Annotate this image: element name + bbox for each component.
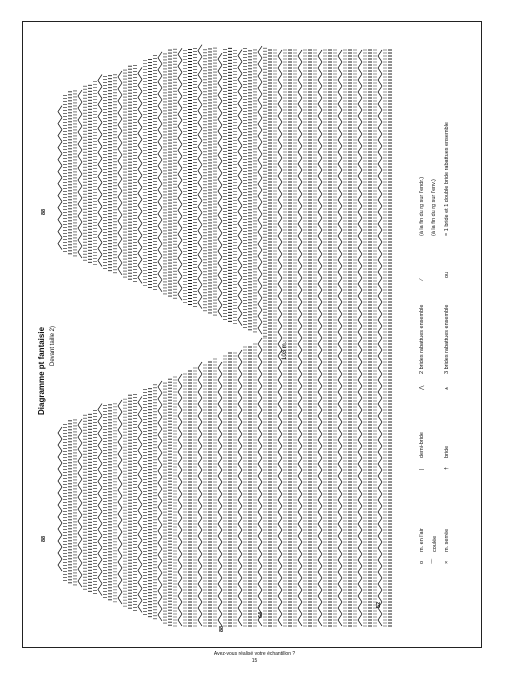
footer-page-number: 15 <box>251 658 258 664</box>
legend-label-end-right: (à la fin du rg sur l'endr.) <box>419 176 425 236</box>
rotated-content <box>22 21 482 648</box>
legend-label-dc-tr-tog: = 1 bride et 1 double bride rabattues ensemble <box>444 122 450 236</box>
legend-symbol-dc3tog: ⩚ <box>444 386 450 390</box>
diagram-subtitle: Devant taille 2) <box>50 325 56 366</box>
legend-label-end-wrong: (à la fin du rg sur l'env.) <box>431 179 437 236</box>
row-label-64: 64 <box>258 611 264 618</box>
legend-label-sc: m. serrée <box>444 528 450 552</box>
legend-word-or: ou <box>444 271 450 278</box>
legend-label-dc2tog: 2 brides rabattues ensemble <box>419 304 425 374</box>
legend-symbol-sc: × <box>444 560 450 564</box>
legend-label-dc: bride <box>444 445 450 458</box>
legend-symbol-end-right: ⁄ <box>419 279 425 280</box>
row-label-top-right: 88 <box>41 208 47 215</box>
legend-label-hdc: demi-bride <box>419 432 425 458</box>
crochet-chart <box>22 21 482 648</box>
legend-symbol-slip: ⌒ <box>432 558 438 564</box>
row-label-top-left: 88 <box>41 535 47 542</box>
legend-label-dc3tog: 3 brides rabattues ensemble <box>444 304 450 374</box>
legend-symbol-dc2tog: ⋀ <box>419 385 425 390</box>
footer-question: Avez-vous réalisé votre échantillon ? <box>213 651 296 657</box>
legend-symbol-dc: † <box>444 466 450 470</box>
legend-label-chain: m. en l'air <box>419 528 425 552</box>
row-label-bottom-left: 88 <box>219 625 225 632</box>
row-label-52: 52 <box>376 601 382 608</box>
diagram-title: Diagramme pt fantaisie <box>37 326 46 415</box>
legend-label-slip: coulée <box>432 535 438 552</box>
stitch-count: 103 m. <box>282 341 288 360</box>
legend-symbol-chain: o <box>419 560 425 564</box>
legend-symbol-hdc: | <box>419 468 425 470</box>
